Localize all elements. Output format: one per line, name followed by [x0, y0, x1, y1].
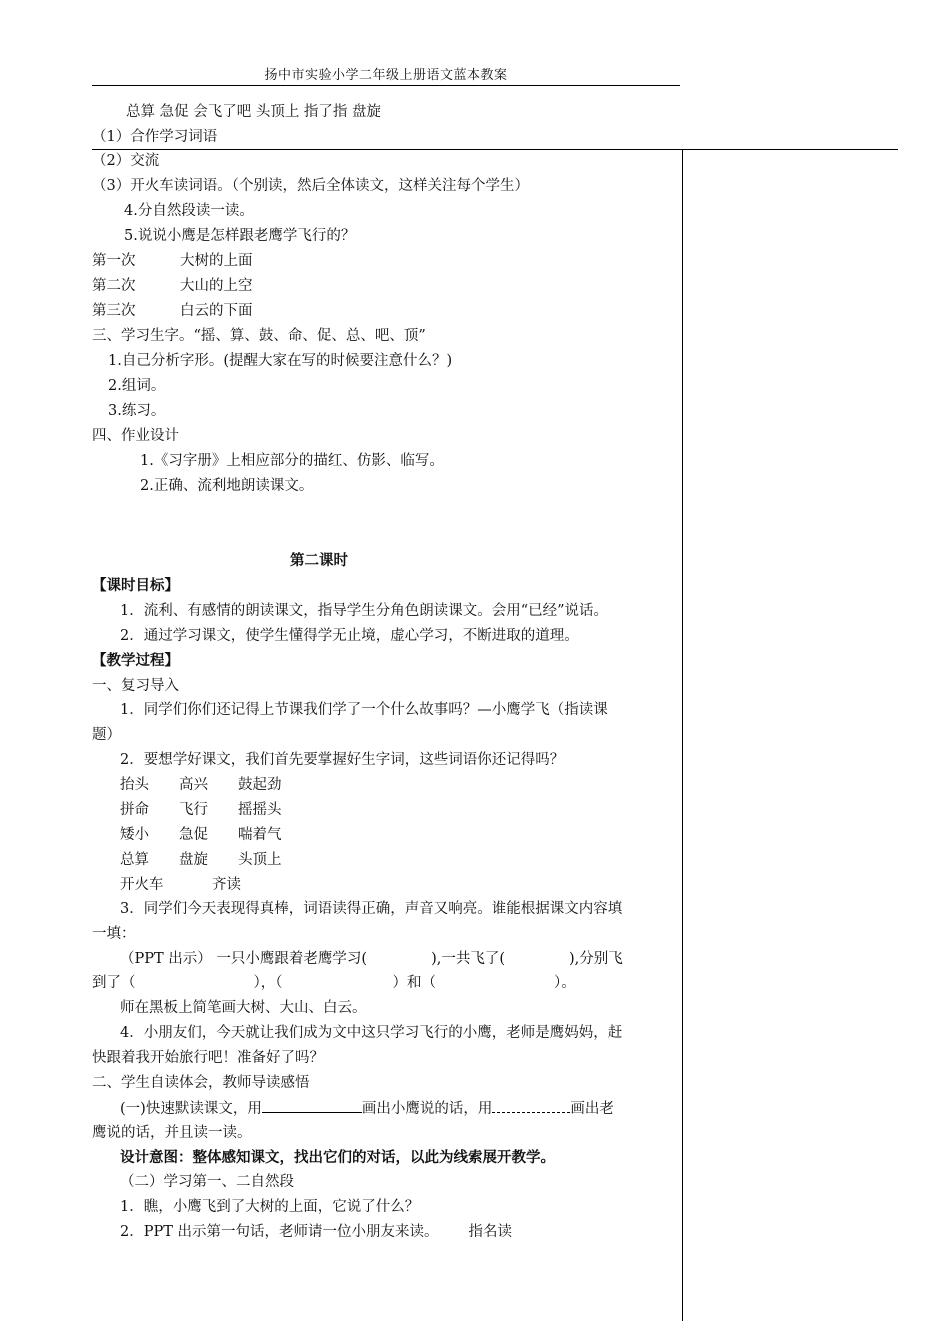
section-4-item: 1.《习字册》上相应部分的描红、仿影、临写。 [140, 453, 444, 469]
vocab-row [120, 800, 282, 820]
table-column-divider [682, 149, 683, 1321]
vocab-word: 齐读 [212, 877, 241, 893]
section-3-heading: 三、学习生字。“摇、算、鼓、命、促、总、吧、顶” [92, 328, 426, 344]
vocab-row [120, 875, 241, 895]
vocab-word: 拼命 [120, 802, 149, 818]
reading-task-cont: 鹰说的话，并且读一读。 [92, 1125, 252, 1141]
flight-place: 白云的下面 [180, 303, 253, 319]
vocab-word: 鼓起劲 [238, 777, 282, 793]
question-2: 2．要想学好课文，我们首先要掌握好生字词，这些词语你还记得吗？ [120, 752, 565, 768]
vocab-word: 高兴 [179, 777, 208, 793]
design-intent: 设计意图：整体感知课文，找出它们的对话，以此为线索展开教学。 [120, 1149, 555, 1166]
question-3: 3．同学们今天表现得真棒，词语读得正确，声音又响亮。谁能根据课文内容填 [120, 901, 623, 917]
vocab-word: 总算 [120, 852, 149, 868]
reading-task [120, 1098, 614, 1119]
vocab-word: 抬头 [120, 777, 149, 793]
sub-question-2 [120, 1222, 512, 1242]
part-2-heading: 二、学生自读体会，教师导读感悟 [92, 1075, 310, 1091]
question-3-cont: 一填： [92, 926, 136, 942]
question-4-cont: 快跟着我开始旅行吧！准备好了吗？ [92, 1050, 324, 1066]
sub-section-2: （二）学习第一、二自然段 [120, 1174, 294, 1190]
section-3-item: 3.练习。 [108, 403, 166, 419]
fill-text: ），（ [253, 975, 283, 991]
flight-label: 第一次 [92, 253, 136, 269]
sub-question-2-note: 指名读 [468, 1224, 513, 1240]
fill-text: （PPT 出示） 一只小鹰跟着老鹰学习( [120, 951, 368, 967]
section-3-item: 1.自己分析字形。(提醒大家在写的时候要注意什么？) [108, 353, 453, 369]
flight-row [92, 301, 253, 321]
vocab-word: 头顶上 [238, 852, 282, 868]
section-3-item: 2.组词。 [108, 378, 166, 394]
question-4: 4．小朋友们，今天就让我们成为文中这只学习飞行的小鹰，老师是鹰妈妈，赶 [120, 1025, 623, 1041]
vocab-word: 开火车 [120, 877, 164, 893]
vocab-word: 矮小 [120, 827, 149, 843]
flight-place: 大山的上空 [180, 278, 253, 294]
question-1-cont: 题） [92, 727, 121, 743]
lesson-title: 第二课时 [290, 552, 348, 569]
flight-label: 第三次 [92, 303, 136, 319]
vocab-word: 摇摇头 [238, 802, 282, 818]
sub-question-2-text: 2．PPT 出示第一句话，老师请一位小朋友来读。 [120, 1224, 439, 1240]
process-heading: 【教学过程】 [92, 652, 179, 669]
flight-label: 第二次 [92, 278, 136, 294]
dashed-underline-blank [492, 1098, 570, 1113]
solid-underline-blank [262, 1098, 362, 1113]
vocab-word: 飞行 [179, 802, 208, 818]
question-1: 1．同学们你们还记得上节课我们学了一个什么故事吗？—小鹰学飞（指读课 [120, 702, 608, 718]
fill-text: ）。 [554, 975, 576, 991]
reading-text: 画出老 [570, 1101, 614, 1117]
fill-text: ),分别飞 [569, 951, 623, 967]
item-4: 4.分自然段读一读。 [124, 203, 254, 219]
flight-row [92, 251, 253, 271]
section-4-item: 2.正确、流利地朗读课文。 [140, 478, 314, 494]
item-5: 5.说说小鹰是怎样跟老鹰学飞行的？ [124, 228, 356, 244]
words-row: 总算 急促 会飞了吧 头顶上 指了指 盘旋 [126, 104, 382, 120]
section-4-heading: 四、作业设计 [92, 428, 179, 444]
flight-row [92, 276, 253, 296]
fill-text: ）和（ [392, 975, 436, 991]
reading-text: 画出小鹰说的话，用 [361, 1101, 493, 1117]
step-3: （3）开火车读词语。（个别读，然后全体读文，这样关注每个学生） [92, 178, 529, 194]
part-1-heading: 一、复习导入 [92, 678, 179, 694]
goal-item: 1．流利、有感情的朗读课文，指导学生分角色朗读课文。会用“已经”说话。 [120, 603, 609, 619]
fill-blank-line [120, 949, 623, 969]
vocab-row [120, 825, 282, 845]
vocab-row [120, 775, 282, 795]
page-header: 扬中市实验小学二年级上册语文蓝本教案 [264, 68, 508, 83]
reading-text: (一)快速默读课文，用 [120, 1101, 262, 1117]
vocab-row [120, 850, 282, 870]
board-note: 师在黑板上简笔画大树、大山、白云。 [120, 1000, 367, 1016]
step-2: （2）交流 [92, 153, 160, 169]
vocab-word: 盘旋 [179, 852, 208, 868]
goal-item: 2．通过学习课文，使学生懂得学无止境，虚心学习，不断进取的道理。 [120, 628, 579, 644]
vocab-word: 喘着气 [238, 827, 282, 843]
sub-question-1: 1．瞧，小鹰飞到了大树的上面，它说了什么？ [120, 1199, 420, 1215]
fill-text: ),一共飞了( [431, 951, 505, 967]
flight-place: 大树的上面 [180, 253, 253, 269]
goals-heading: 【课时目标】 [92, 577, 179, 594]
vocab-word: 急促 [179, 827, 208, 843]
fill-text: 到了（ [92, 975, 136, 991]
step-1: （1）合作学习词语 [92, 129, 218, 145]
fill-blank-line [92, 973, 576, 993]
document-body [92, 0, 682, 1344]
